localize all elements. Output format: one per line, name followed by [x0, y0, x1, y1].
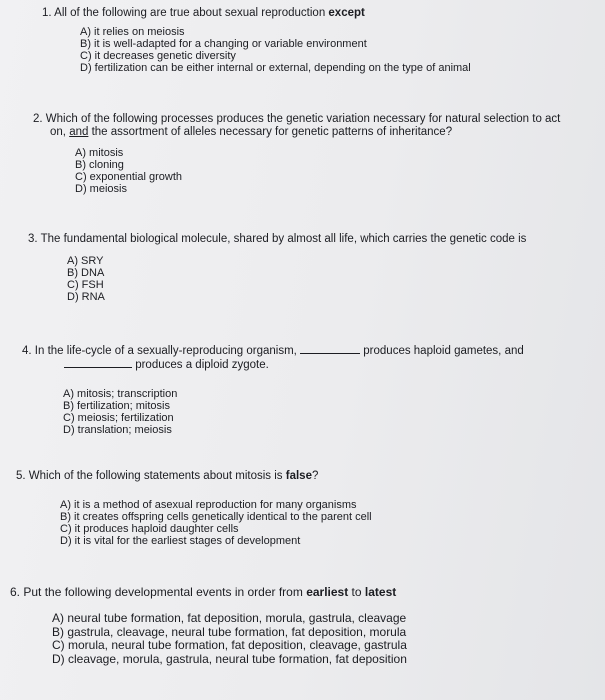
- question-number: 4.: [22, 345, 32, 357]
- question-4-options: [0, 388, 600, 436]
- question-4-text-part3: produces a diploid zygote.: [135, 359, 269, 371]
- answer-blank-1[interactable]: [300, 344, 360, 354]
- question-1-options: [0, 26, 600, 74]
- question-6-options: [0, 612, 600, 666]
- question-1: [0, 7, 600, 74]
- option-b[interactable]: B) it creates offspring cells genetically identical to the parent cell: [60, 511, 372, 523]
- option-d[interactable]: D) cleavage, morula, gastrula, neural tube formation, fat deposition: [52, 651, 407, 666]
- question-number: 3.: [28, 233, 38, 245]
- emphasis-except: except: [328, 7, 365, 19]
- question-6-text: Put the following developmental events in order from: [23, 585, 307, 599]
- option-d[interactable]: D) fertilization can be either internal or external, depending on the type of animal: [80, 62, 471, 74]
- option-b[interactable]: B) DNA: [67, 267, 105, 279]
- option-b[interactable]: B) it is well-adapted for a changing or variable environment: [80, 38, 367, 50]
- question-4: [0, 344, 600, 436]
- question-3-options: [0, 255, 600, 303]
- question-4-text-part2: produces haploid gametes, and: [363, 345, 524, 357]
- question-5-text-end: ?: [311, 470, 319, 482]
- option-a[interactable]: A) neural tube formation, fat deposition, morula, gastrula, cleavage: [52, 611, 407, 625]
- option-b[interactable]: B) gastrula, cleavage, neural tube formation, fat deposition, morula: [52, 624, 407, 639]
- question-5-text: Which of the following statements about mitosis is: [28, 470, 286, 482]
- question-3-stem: [0, 233, 600, 246]
- question-1-text: All of the following are true about sexual reproduction: [54, 7, 329, 19]
- question-5-stem: [0, 470, 600, 483]
- option-a[interactable]: A) mitosis; transcription: [63, 388, 178, 400]
- question-number: 5.: [16, 470, 26, 482]
- question-4-stem: [0, 344, 600, 358]
- question-number: 1.: [42, 7, 52, 19]
- option-c[interactable]: C) FSH: [67, 279, 104, 291]
- option-a[interactable]: A) it relies on meiosis: [80, 26, 185, 38]
- option-c[interactable]: C) exponential growth: [75, 171, 183, 183]
- question-3-text: The fundamental biological molecule, shared by almost all life, which carries the genetic code is: [40, 233, 527, 245]
- question-2-text-line1: Which of the following processes produces the genetic variation necessary for natural selection to act: [45, 113, 561, 125]
- question-5: [0, 470, 600, 547]
- question-6: [0, 586, 600, 666]
- question-6-stem: [0, 586, 600, 599]
- question-2-stem: [0, 113, 600, 126]
- question-2-text-pre: on,: [50, 126, 70, 138]
- question-2-stem-line2: [0, 126, 600, 139]
- option-a[interactable]: A) mitosis: [75, 147, 124, 159]
- option-c[interactable]: C) it decreases genetic diversity: [80, 50, 236, 62]
- option-b[interactable]: B) fertilization; mitosis: [63, 400, 170, 412]
- question-1-stem: [0, 7, 600, 20]
- option-a[interactable]: A) SRY: [67, 255, 104, 267]
- emphasis-earliest: earliest: [306, 585, 349, 599]
- question-5-options: [0, 499, 600, 547]
- option-d[interactable]: D) RNA: [67, 291, 105, 303]
- question-6-text-mid: to: [348, 585, 365, 599]
- option-d[interactable]: D) it is vital for the earliest stages of development: [60, 535, 301, 547]
- option-d[interactable]: D) translation; meiosis: [63, 424, 172, 436]
- emphasis-latest: latest: [364, 585, 397, 599]
- question-number: 6.: [10, 585, 21, 599]
- answer-blank-2[interactable]: [64, 358, 132, 368]
- question-2-text-post: the assortment of alleles necessary for genetic patterns of inheritance?: [88, 126, 453, 138]
- option-c[interactable]: C) it produces haploid daughter cells: [60, 523, 239, 535]
- option-d[interactable]: D) meiosis: [75, 183, 127, 195]
- emphasis-false: false: [285, 470, 312, 482]
- option-a[interactable]: A) it is a method of asexual reproduction for many organisms: [60, 499, 357, 511]
- question-2: [0, 113, 600, 195]
- question-4-text-part1: In the life-cycle of a sexually-reproducing organism,: [34, 345, 297, 357]
- option-c[interactable]: C) meiosis; fertilization: [63, 412, 174, 424]
- emphasis-and: and: [69, 126, 89, 138]
- question-number: 2.: [33, 113, 43, 125]
- option-c[interactable]: C) morula, neural tube formation, fat deposition, cleavage, gastrula: [52, 638, 407, 652]
- question-2-options: [0, 147, 600, 195]
- option-b[interactable]: B) cloning: [75, 159, 124, 171]
- question-3: [0, 233, 600, 303]
- question-4-stem-line2: [0, 358, 600, 372]
